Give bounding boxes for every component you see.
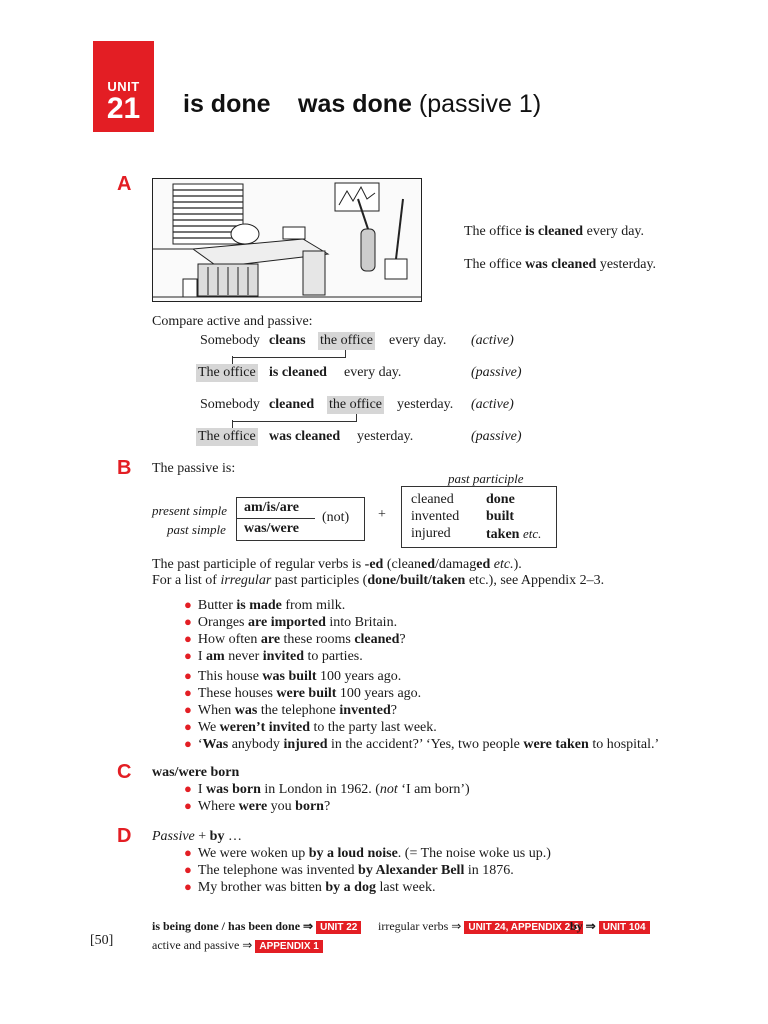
compare-intro: Compare active and passive: [152, 314, 313, 329]
row3-object: the office [329, 397, 382, 412]
past-examples [184, 668, 659, 753]
row3-connector-down [232, 420, 233, 428]
ref-by: by ⇒ UNIT 104 [570, 919, 650, 934]
pp-built: built [486, 509, 515, 524]
list-item: ● These houses were built 100 years ago. [184, 685, 422, 701]
pp-taken: taken etc. [486, 526, 542, 542]
ref-irregular-verbs: irregular verbs ⇒ UNIT 24, APPENDIX 2-3 [378, 919, 583, 934]
row4-subject: The office [198, 429, 256, 444]
unit-badge [93, 41, 154, 132]
pp-cleaned: cleaned [411, 492, 454, 507]
was-were: was/were [244, 521, 299, 536]
list-item: ● Butter is made from milk. [184, 597, 346, 613]
was-were-born-heading: was/were born [152, 765, 240, 780]
row3-verb: cleaned [269, 397, 315, 412]
list-item: ● I was born in London in 1962. (not ‘I am born’) [184, 781, 470, 797]
ref-being-done: is being done / has been done ⇒ UNIT 22 [152, 919, 361, 934]
irregular-verbs-note: For a list of irregular past participles (done/built/taken etc.), see Appendix 2–3. [152, 573, 605, 588]
ref-active-passive: active and passive ⇒ APPENDIX 1 [152, 938, 323, 953]
list-item: ● I am never invited to parties. [184, 648, 363, 664]
row1-connector-down [232, 356, 233, 364]
born-examples [184, 781, 470, 815]
unit-104-link[interactable]: UNIT 104 [599, 921, 650, 934]
row1-verb: cleans [269, 333, 306, 348]
list-item: ● This house was built 100 years ago. [184, 668, 402, 684]
am-is-are: am/is/are [244, 500, 299, 515]
row1-connector [232, 350, 346, 358]
section-b-marker: B [117, 457, 132, 479]
plus-sign: + [378, 507, 386, 522]
pp-label: past participle [448, 471, 524, 486]
passive-by-heading: Passive + by … [152, 829, 242, 844]
list-item: ● How often are these rooms cleaned? [184, 631, 406, 647]
list-item: ● ‘Was anybody injured in the accident?’ ‘Yes, two people were taken to hospital.’ [184, 736, 660, 752]
list-item: ● When was the telephone invented? [184, 702, 397, 718]
row1-object: the office [320, 333, 373, 348]
section-a-marker: A [117, 173, 132, 195]
list-item: ● The telephone was invented by Alexander Bell in 1876. [184, 862, 514, 878]
by-examples [184, 845, 551, 896]
regular-verbs-note: The past participle of regular verbs is -ed (cleaned/damaged etc.). [152, 557, 522, 572]
row2-verb: is cleaned [269, 365, 327, 380]
pp-done: done [486, 492, 515, 507]
pp-invented: invented [411, 509, 460, 524]
past-simple-label: past simple [167, 522, 226, 537]
row2-time: every day. [344, 365, 402, 380]
row4-verb: was cleaned [269, 429, 341, 444]
caption-past-passive: The office was cleaned yesterday. [464, 257, 657, 272]
row1-tag: (active) [471, 333, 514, 348]
unit-22-link[interactable]: UNIT 22 [316, 921, 361, 934]
pp-injured: injured [411, 526, 451, 541]
row3-connector [232, 414, 357, 422]
row3-subject: Somebody [200, 397, 260, 412]
appendix-1-link[interactable]: APPENDIX 1 [255, 940, 322, 953]
office-illustration-icon [152, 178, 422, 302]
row1-subject: Somebody [200, 333, 260, 348]
present-simple-label: present simple [152, 503, 227, 518]
row3-time: yesterday. [397, 397, 454, 412]
page-title: is done [183, 90, 271, 118]
present-examples [184, 597, 406, 665]
unit-label: UNIT [107, 79, 140, 94]
unit-24-link[interactable]: UNIT 24, APPENDIX 2-3 [464, 921, 583, 934]
list-item: ● My brother was bitten by a dog last week. [184, 879, 436, 895]
row3-tag: (active) [471, 397, 514, 412]
caption-present-passive: The office is cleaned every day. [464, 224, 645, 239]
row4-time: yesterday. [357, 429, 414, 444]
passive-intro: The passive is: [152, 461, 236, 476]
list-item: ● We were woken up by a loud noise. (= The noise woke us up.) [184, 845, 551, 861]
list-item: ● Oranges are imported into Britain. [184, 614, 398, 630]
row2-subject: The office [198, 365, 256, 380]
unit-number: 21 [106, 92, 141, 125]
section-d-marker: D [117, 825, 132, 847]
page-title-2: was done (passive 1) [298, 90, 542, 118]
page-number: [50] [90, 933, 114, 948]
list-item: ● We weren’t invited to the party last week. [184, 719, 437, 735]
row1-time: every day. [389, 333, 447, 348]
row4-tag: (passive) [471, 429, 522, 444]
row2-tag: (passive) [471, 365, 522, 380]
section-c-marker: C [117, 761, 132, 783]
list-item: ● Where were you born? [184, 798, 331, 814]
not-label: (not) [322, 510, 350, 525]
